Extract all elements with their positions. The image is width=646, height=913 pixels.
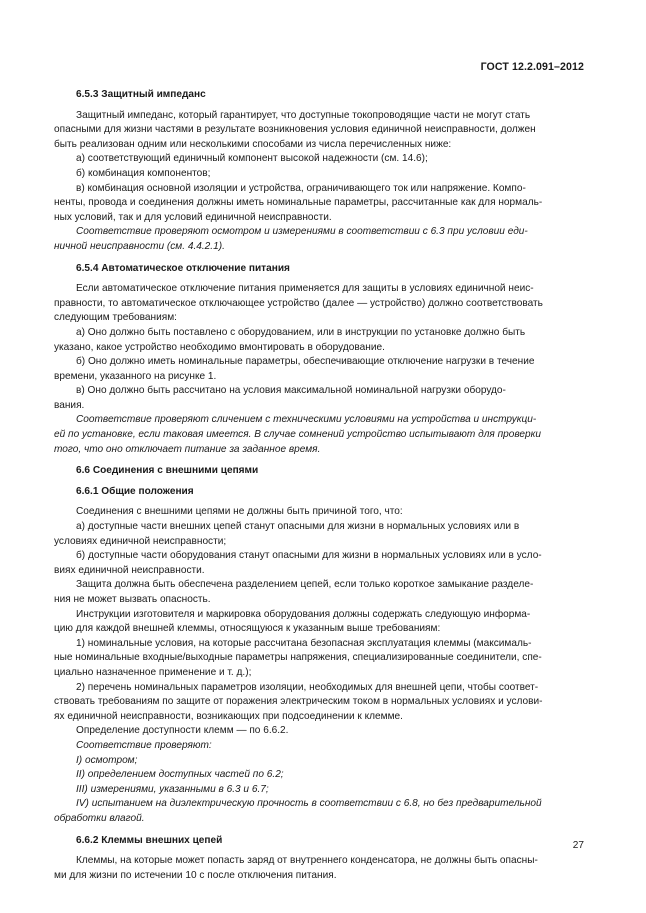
paragraph-line: условиях единичной неисправности;: [54, 535, 227, 547]
list-item-b: б) доступные части оборудования станут опасными для жизни в нормальных условиях или в усло-: [76, 550, 542, 562]
paragraph-line: ния не может вызвать опасность.: [54, 594, 211, 605]
numbered-item-1: 1) номинальные условия, на которые рассчитана безопасная эксплуатация клеммы (максималь-: [76, 637, 532, 649]
compliance-note-cont: ей по установке, если таковая имеется. В случае сомнений устройство испытывают для проверки: [54, 429, 542, 441]
compliance-note: Соответствие проверяют сличением с техническими условиями на устройства и инструкци-: [76, 414, 537, 426]
section-6-6-1-body: [54, 505, 584, 826]
compliance-note-cont: ничной неисправности (см. 4.4.2.1).: [54, 240, 225, 252]
paragraph-line: циально назначенное применение и т. д.);: [54, 666, 252, 678]
paragraph-line: быть реализован одним или несколькими способами из числа перечисленных ниже:: [54, 138, 452, 150]
compliance-note-cont: того, что оно отключает питание за заданное время.: [54, 443, 321, 455]
paragraph-line: ях единичной неисправности, возникающих при подсоединении к клемме.: [54, 710, 403, 722]
paragraph-line: виях единичной неисправности.: [54, 564, 205, 576]
roman-item-4-cont: обработки влагой.: [54, 812, 145, 824]
paragraph-line: Клеммы, на которые может попасть заряд от внутреннего конденсатора, не должны быть опасны-: [76, 855, 538, 867]
paragraph-line: ми для жизни по истечении 10 с после отключения питания.: [54, 869, 337, 881]
paragraph-line: Если автоматическое отключение питания применяется для защиты в условиях единичной неис-: [76, 283, 534, 295]
compliance-note: Соответствие проверяют осмотром и измерениями в соответствии с 6.3 при условии еди-: [76, 226, 528, 238]
list-item-b: б) Оно должно иметь номинальные параметры, обеспечивающие отключение нагрузки в течение: [76, 356, 535, 368]
list-item-b: б) комбинация компонентов;: [76, 167, 211, 179]
list-item-v: в) Оно должно быть рассчитано на условия максимальной номинальной нагрузки оборудо-: [76, 385, 506, 397]
paragraph-line: правности, то автоматическое отключающее устройство (далее — устройство) должно соответствовать: [54, 297, 543, 309]
section-6-6-2-body: [54, 854, 584, 883]
paragraph-line: указано, какое устройство необходимо вмонтировать в оборудование.: [54, 341, 385, 353]
paragraph-line: цию для каждой внешней клеммы, относящуюся к указанным выше требованиям:: [54, 623, 441, 635]
section-heading-6-6-1: 6.6.1 Общие положения: [76, 485, 194, 497]
page-content: [54, 88, 584, 883]
section-heading-6-6: 6.6 Соединения с внешними цепями: [76, 465, 259, 477]
section-6-5-4-body: [54, 282, 584, 457]
section-heading-6-5-3: 6.5.3 Защитный импеданс: [76, 89, 206, 100]
paragraph-line: ствовать требованиям по защите от поражения электрическим током в нормальных условиях и услови-: [54, 696, 543, 708]
list-item-a: а) соответствующий единичный компонент высокой надежности (см. 14.6);: [76, 153, 428, 165]
paragraph-line: следующим требованиям:: [54, 312, 177, 324]
paragraph-line: ненты, провода и соединения должны иметь номинальные параметры, рассчитанные как для нормаль-: [54, 197, 543, 209]
section-heading-6-6-2: 6.6.2 Клеммы внешних цепей: [76, 834, 223, 846]
compliance-note: Соответствие проверяют:: [76, 739, 212, 751]
paragraph-line: ные номинальные входные/выходные параметры напряжения, специализированные соединители, спе-: [54, 652, 542, 664]
paragraph-line: вания.: [54, 399, 85, 411]
numbered-item-2: 2) перечень номинальных параметров изоляции, необходимых для внешней цепи, чтобы соответ-: [76, 681, 539, 693]
roman-item-2: II) определением доступных частей по 6.2;: [76, 769, 284, 781]
list-item-v: в) комбинация основной изоляции и устройства, ограничивающего ток или напряжение. Компо-: [76, 182, 526, 194]
paragraph-line: ных условий, так и для условий единичной неисправности.: [54, 211, 332, 223]
section-6-5-3-body: [54, 109, 584, 255]
roman-item-1: I) осмотром;: [76, 754, 138, 766]
paragraph-line: Защита должна быть обеспечена разделением цепей, если только короткое замыкание разделе-: [76, 579, 534, 591]
paragraph-line: Соединения с внешними цепями не должны быть причиной того, что:: [76, 506, 403, 518]
section-heading-6-5-4: 6.5.4 Автоматическое отключение питания: [76, 262, 290, 274]
paragraph-line: Защитный импеданс, который гарантирует, что доступные токопроводящие части не могут стать: [76, 109, 531, 121]
list-item-a: а) Оно должно быть поставлено с оборудованием, или в инструкции по установке должно быть: [76, 326, 526, 338]
page-number: 27: [572, 840, 584, 851]
paragraph-line: Инструкции изготовителя и маркировка оборудования должны содержать следующую информа-: [76, 608, 531, 620]
roman-item-4: IV) испытанием на диэлектрическую прочность в соответствии с 6.8, но без предварительной: [76, 798, 542, 810]
roman-item-3: III) измерениями, указанными в 6.3 и 6.7;: [76, 783, 269, 795]
paragraph-line: Определение доступности клемм — по 6.6.2.: [76, 725, 289, 737]
paragraph-line: времени, указанного на рисунке 1.: [54, 370, 217, 382]
paragraph-line: опасными для жизни частями в результате возникновения условия единичной неисправности, должен: [54, 124, 536, 136]
document-code: ГОСТ 12.2.091–2012: [480, 61, 584, 73]
list-item-a: а) доступные части внешних цепей станут опасными для жизни в нормальных условиях или в: [76, 521, 520, 533]
